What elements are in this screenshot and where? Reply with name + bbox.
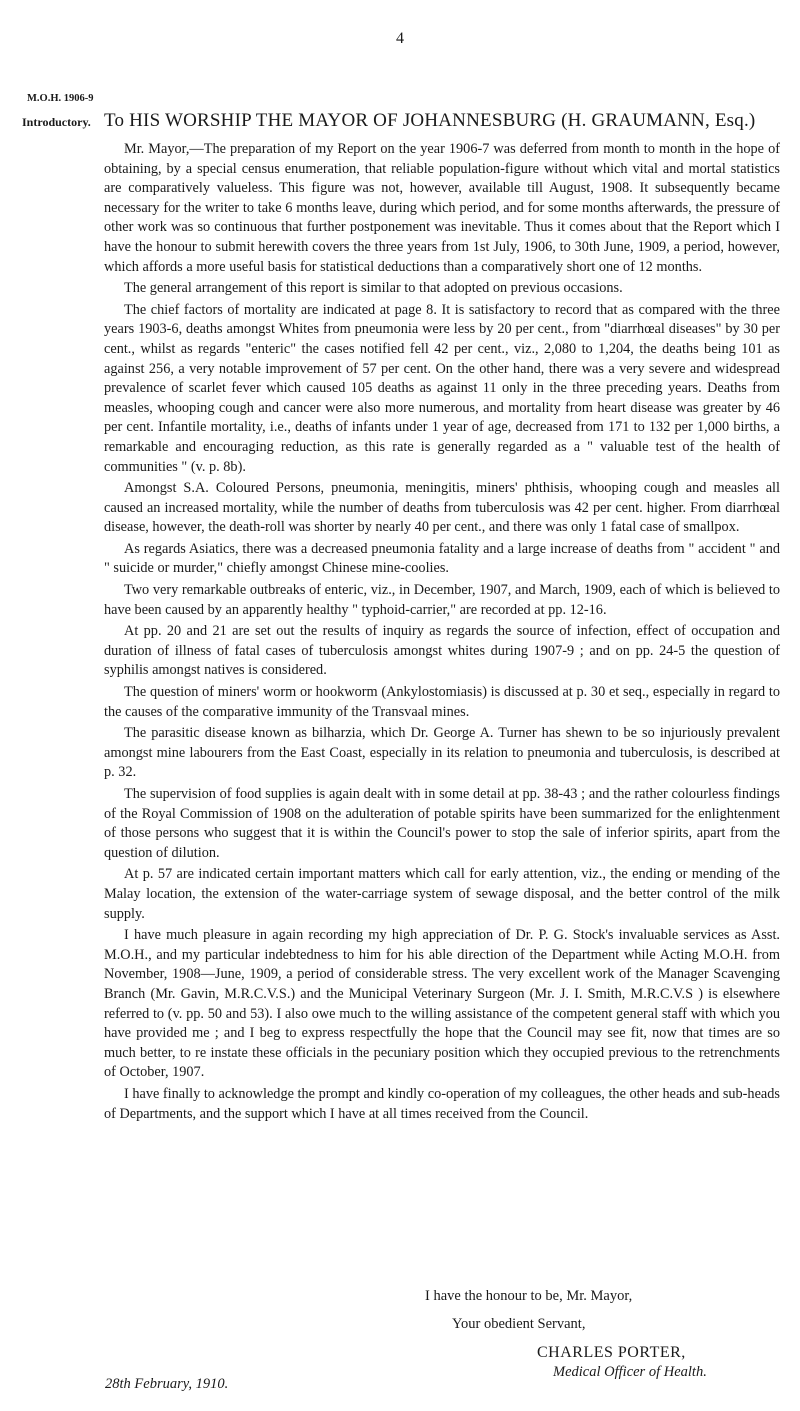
paragraph: As regards Asiatics, there was a decreased pneumonia fatality and a large increase of deaths from " accident " and " suicide or murder," chiefly amongst Chinese mine-coolies. [104,540,780,577]
signature-title: Medical Officer of Health. [553,1364,707,1380]
valediction: Your obedient Servant, [452,1316,586,1332]
report-reference: M.O.H. 1906-9 [27,93,94,104]
margin-section-label: Introductory. [22,115,91,129]
letter-date: 28th February, 1910. [105,1376,229,1392]
paragraph: Amongst S.A. Coloured Persons, pneumonia, meningitis, miners' phthisis, whooping cough and measles all caused an increased mortality, while the number of deaths from tuberculosis was 42 per cent. higher. From diarrhœal disease, however, the death-roll was shorter by nearly 40 per cent., and there was only 1 fatal case of smallpox. [104,480,780,536]
signature-name: CHARLES PORTER, [537,1344,686,1361]
letter-heading: To HIS WORSHIP THE MAYOR OF JOHANNESBURG (H. GRAUMANN, Esq.) [104,110,756,131]
paragraph: I have finally to acknowledge the prompt and kindly co-operation of my colleagues, the other heads and sub-heads of Departments, and the support which I have at all times received from the Council. [104,1085,780,1122]
paragraph: The parasitic disease known as bilharzia, which Dr. George A. Turner has shewn to be so injuriously prevalent amongst mine labourers from the East Coast, especially in its relation to pneumonia and tuberculosis, is described at p. 32. [104,725,780,781]
letter-body [104,140,780,1126]
paragraph: I have much pleasure in again recording my high appreciation of Dr. P. G. Stock's invaluable services as Asst. M.O.H., and my particular indebtedness to him for his able direction of the Department while Acting M.O.H. from November, 1908—June, 1909, a period of considerable stress. The very excellent work of the Manager Scavenging Branch (Mr. Gavin, M.R.C.V.S.) and the Municipal Veterinary Surgeon (Mr. J. I. Smith, M.R.C.V.S ) is elsewhere referred to (v. pp. 50 and 53). I also owe much to the willing assistance of the competent general staff with which you have provided me ; and I beg to express respectfully the hope that the Council may see fit, now that times are so much better, to re instate these officials in the pecuniary position which they occupied previous to the retrenchments of October, 1907. [104,927,780,1081]
paragraph: The question of miners' worm or hookworm (Ankylostomiasis) is discussed at p. 30 et seq., especially in regard to the causes of the comparative immunity of the Transvaal mines. [104,684,780,720]
closing-line: I have the honour to be, Mr. Mayor, [425,1288,633,1304]
page-number: 4 [396,30,404,47]
paragraph: At pp. 20 and 21 are set out the results of inquiry as regards the source of infection, effect of occupation and duration of illness of fatal cases of tuberculosis amongst whites during 1907-9 ; and on pp. 24-5 the question of syphilis amongst natives is considered. [104,623,780,679]
paragraph: The chief factors of mortality are indicated at page 8. It is satisfactory to record that as compared with the three years 1903-6, deaths amongst Whites from pneumonia were less by 20 per cent., from "diarrhœal diseases" by 30 per cent., whilst as regards "enteric" the cases notified fell 42 per cent., viz., 2,080 to 1,204, the deaths being 101 as against 256, a very notable improvement of 57 per cent. On the other hand, there was a very severe and widespread prevalence of scarlet fever which caused 105 deaths as against 11 only in the three preceding years. Deaths from measles, whooping cough and cancer were also more numerous, and mortality from heart disease was greater by 46 per cent. Infantile mortality, i.e., deaths of infants under 1 year of age, decreased from 171 to 132 per 1,000 births, a remarkable and encouraging reduction, as this rate is generally regarded as a " valuable test of the health of communities " (v. p. 8b). [104,301,780,475]
paragraph: The supervision of food supplies is again dealt with in some detail at pp. 38-43 ; and the rather colourless findings of the Royal Commission of 1908 on the adulteration of potable spirits have been summarized for the enlightenment of those persons who suggest that it is within the Council's power to stop the sale of inferior spirits, apart from the question of dilution. [104,786,780,861]
paragraph: At p. 57 are indicated certain important matters which call for early attention, viz., the ending or mending of the Malay location, the extension of the water-carriage system of sewage disposal, and the better control of the milk supply. [104,866,780,922]
paragraph: Mr. Mayor,—The preparation of my Report on the year 1906-7 was deferred from month to month in the hope of obtaining, by a special census enumeration, that reliable population-figure without which vital and mortal statistics are comparatively valueless. This figure was not, however, available till August, 1908. It subsequently became necessary for the writer to take 6 months leave, during which period, and for some months afterwards, the pressure of other work was so continuous that further postponement was inevitable. Thus it comes about that the Report which I have the honour to submit herewith covers the three years from 1st July, 1906, to 30th June, 1909, a period, however, which affords a more useful basis for statistical deductions than a comparatively short one of 12 months. [104,141,780,275]
paragraph: The general arrangement of this report is similar to that adopted on previous occasions. [124,280,623,297]
paragraph: Two very remarkable outbreaks of enteric, viz., in December, 1907, and March, 1909, each of which is believed to have been caused by an apparently healthy " typhoid-carrier," are recorded at pp. 12-16. [104,582,780,618]
